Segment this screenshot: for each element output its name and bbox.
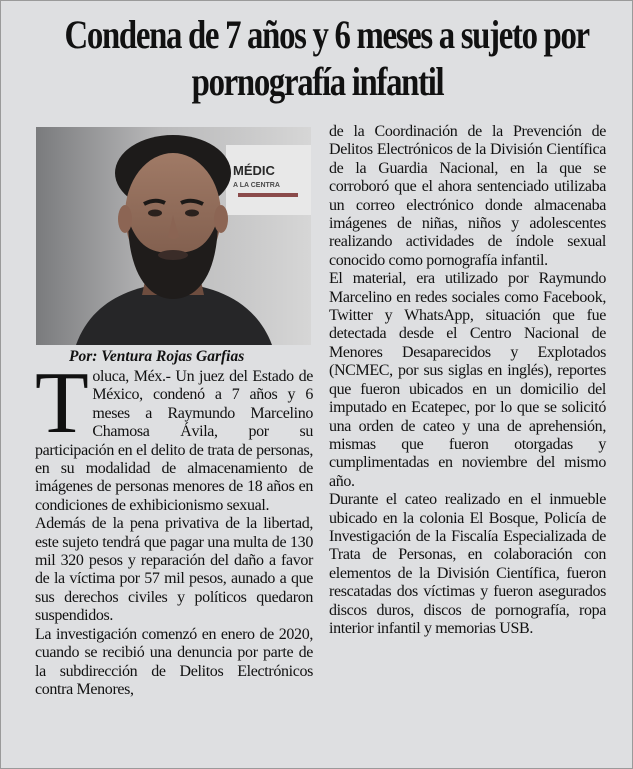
background-sign-text: MÉDIC [233,163,275,178]
byline: Por: Ventura Rojas Garfias [69,348,245,365]
headline [64,11,589,105]
headline-line-1: Condena de 7 años y 6 meses a sujeto por [64,12,589,57]
headline-line-2: pornografía infantil [191,59,444,104]
paragraph: La investigación comenzó en enero de 2020, cuando se recibió una denuncia por parte de la subdirección de Delitos Electrónicos contra Menores, [35,625,313,698]
paragraph-text: oluca, Méx.- Un juez del Estado de México, condenó a 7 años y 6 meses a Raymundo Marcelino Chamosa Ávila, por su participación en el delito de trata de personas, en su modalidad de almacenamiento de imágenes de personas menores de 18 años en condiciones de exhibicionismo sexual. [35,368,313,514]
paragraph: de la Coordinación de la Prevención de Delitos Electrónicos de la División Científica de la Guardia Nacional, en la que se corroboró que el ahora sentenciado utilizaba un correo electrónico donde almacenaba imágenes de niñas, niños y adolescentes realizando actividades de índole sexual conocido como pornografía infantil. [329,123,606,269]
background-sign-subtext: A LA CENTRA [233,182,280,189]
paragraph: Durante el cateo realizado en el inmueble ubicado en la colonia El Bosque, Policía de Investigación de la Fiscalía Especializada de Trata de Personas, en colaboración con elementos de la División Científica, fueron rescatadas dos víctimas y fueron asegurados discos duros, discos de pornografía, ropa interior infantil y memorias USB. [329,491,606,637]
paragraph: Además de la pena privativa de la libertad, este sujeto tendrá que pagar una multa de 130 mil 320 pesos y reparación del daño a favor de la víctima por 57 mil pesos, aunado a que sus derechos civiles y políticos quedaron suspendidos. [35,515,313,625]
suspect-photo [36,127,311,345]
drop-cap: T [35,355,89,452]
paragraph: El material, era utilizado por Raymundo Marcelino en redes sociales como Facebook, Twitter y WhatsApp, situación que fue detectada desde el Centro Nacional de Menores Desaparecidos y Explotados (NCMEC, por sus siglas en inglés), reportes que fueron ubicados en un domicilio del imputado en Ecatepec, por lo que se solicitó una orden de cateo y una de aprehensión, mismas que fueron otorgadas y cumplimentadas en noviembre del mismo año. [329,270,606,490]
article-column-right [329,123,606,638]
